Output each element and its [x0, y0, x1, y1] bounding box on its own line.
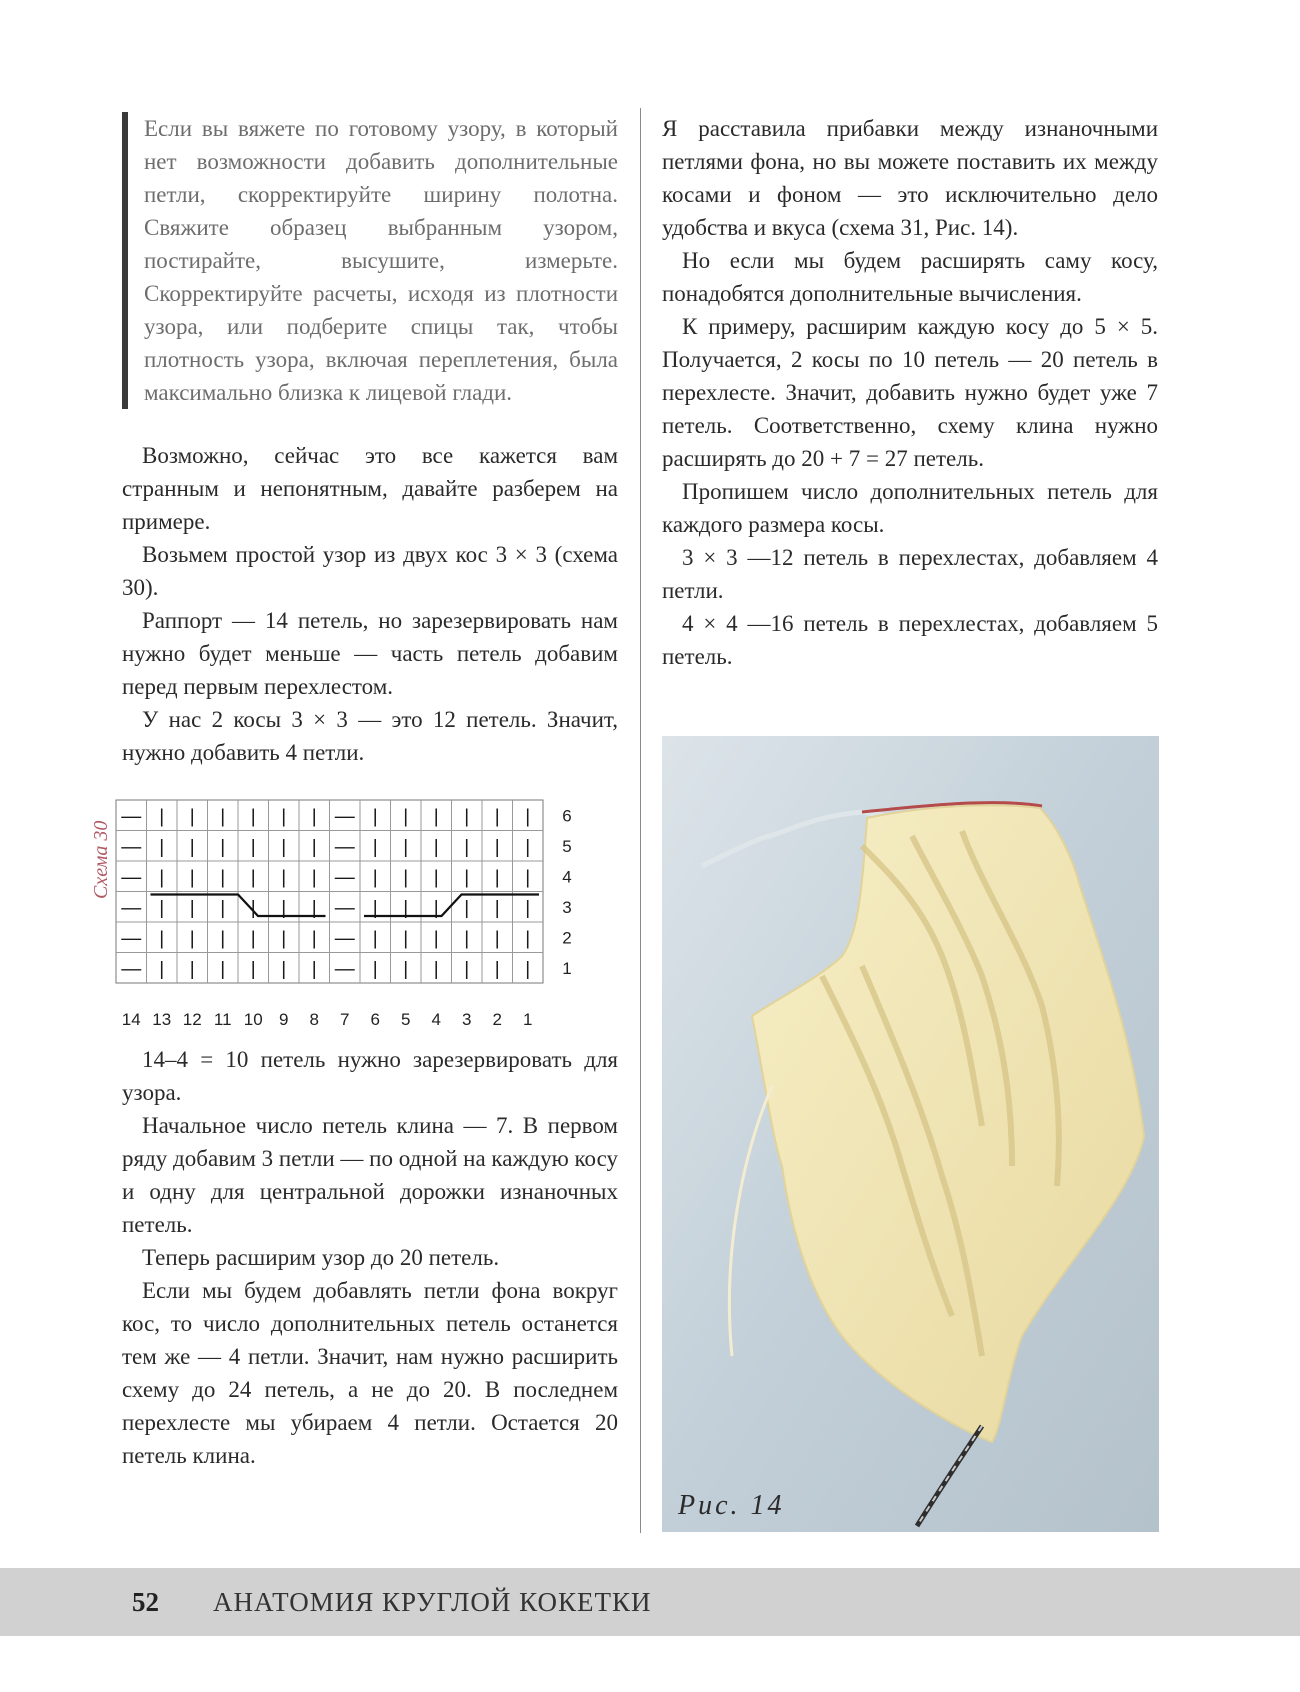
knitting-photo — [662, 736, 1159, 1532]
knit-symbol: | — [311, 836, 317, 858]
knit-symbol: | — [159, 806, 165, 828]
knit-symbol: | — [220, 897, 226, 919]
knit-symbol: | — [311, 806, 317, 828]
knit-symbol: | — [525, 928, 531, 950]
knit-symbol: | — [189, 897, 195, 919]
knit-symbol: | — [250, 836, 256, 858]
knit-symbol: | — [311, 928, 317, 950]
chart-caption: Схема 30 — [90, 820, 112, 900]
knit-symbol: | — [403, 836, 409, 858]
knit-symbol: | — [464, 867, 470, 889]
paragraph: У нас 2 косы 3 × 3 — это 12 петель. Значит, нужно добавить 4 петли. — [122, 707, 618, 765]
knit-symbol: | — [494, 928, 500, 950]
knit-symbol: | — [220, 806, 226, 828]
running-title: АНАТОМИЯ КРУГЛОЙ КОКЕТКИ — [213, 1586, 652, 1617]
column-number-label: 14 — [121, 1010, 141, 1029]
knit-symbol: | — [189, 806, 195, 828]
knit-symbol: | — [311, 897, 317, 919]
knit-symbol: | — [494, 897, 500, 919]
knit-symbol: | — [372, 867, 378, 889]
paragraph: Возьмем простой узор из двух кос 3 × 3 (схема 30). — [122, 542, 618, 600]
knit-symbol: | — [372, 958, 378, 980]
knit-symbol: | — [403, 867, 409, 889]
column-number-label: 3 — [462, 1010, 472, 1029]
knit-symbol: | — [525, 806, 531, 828]
purl-symbol: — — [334, 866, 355, 889]
knit-symbol: | — [159, 928, 165, 950]
page-number: 52 — [132, 1586, 159, 1617]
purl-symbol: — — [121, 927, 142, 950]
knit-symbol: | — [494, 958, 500, 980]
knit-symbol: | — [433, 958, 439, 980]
knit-symbol: | — [403, 897, 409, 919]
column-number-label: 5 — [401, 1010, 411, 1029]
left-bottom-text — [122, 1043, 618, 1472]
paragraph: Начальное число петель клина — 7. В первом ряду добавим 3 петли — по одной на каждую косу и одну для центральной дорожки изнаночных петель. — [122, 1113, 618, 1237]
knit-symbol: | — [372, 897, 378, 919]
knit-symbol: | — [525, 958, 531, 980]
paragraph: Я расставила прибавки между изнаночными петлями фона, но вы можете поставить их между косами и фоном — это исключительно дело удобства и вкуса (схема 31, Рис. 14). — [662, 116, 1158, 240]
knit-symbol: | — [281, 897, 287, 919]
column-number-label: 13 — [152, 1010, 172, 1029]
knitting-chart-svg — [88, 790, 648, 1050]
purl-symbol: — — [334, 805, 355, 828]
purl-symbol: — — [121, 957, 142, 980]
knit-symbol: | — [250, 897, 256, 919]
purl-symbol: — — [334, 957, 355, 980]
purl-symbol: — — [334, 896, 355, 919]
purl-symbol: — — [334, 927, 355, 950]
left-top-text — [122, 439, 618, 769]
page-footer — [0, 1568, 1300, 1636]
knit-symbol: | — [189, 836, 195, 858]
tip-note — [122, 112, 618, 409]
column-number-label: 12 — [182, 1010, 202, 1029]
knit-symbol: | — [281, 836, 287, 858]
knit-symbol: | — [464, 928, 470, 950]
right-column — [662, 112, 1158, 673]
purl-symbol: — — [121, 835, 142, 858]
tip-note-text: Если вы вяжете по готовому узору, в который нет возможности добавить дополнительные петли, скорректируйте ширину полотна. Свяжите образец выбранным узором, постирайте, высушите, измерьте. Скорректируйте расчеты, исходя из плотности узора, или подберите спицы так, чтобы плотность узора, включая переплетения, была максимально близка к лицевой глади. — [144, 116, 618, 405]
knit-symbol: | — [250, 958, 256, 980]
knitting-photo-illustration — [662, 736, 1159, 1532]
knit-symbol: | — [250, 928, 256, 950]
knit-symbol: | — [159, 958, 165, 980]
knit-symbol: | — [433, 836, 439, 858]
knitting-chart — [88, 790, 648, 1050]
knit-symbol: | — [311, 958, 317, 980]
photo-label: Рис. 14 — [678, 1490, 785, 1521]
knit-symbol: | — [464, 958, 470, 980]
paragraph: Раппорт — 14 петель, но зарезервировать нам нужно будет меньше — часть петель добавим перед первым перехлестом. — [122, 608, 618, 699]
row-number-label: 4 — [562, 867, 572, 887]
knit-symbol: | — [281, 928, 287, 950]
knit-symbol: | — [372, 806, 378, 828]
knit-symbol: | — [433, 806, 439, 828]
purl-symbol: — — [334, 835, 355, 858]
knit-symbol: | — [403, 806, 409, 828]
knit-symbol: | — [464, 897, 470, 919]
paragraph: 4 × 4 —16 петель в перехлестах, добавляем 5 петель. — [662, 611, 1158, 669]
row-number-label: 2 — [562, 928, 572, 948]
column-number-label: 4 — [431, 1010, 441, 1029]
knit-symbol: | — [159, 836, 165, 858]
knit-symbol: | — [433, 928, 439, 950]
knit-symbol: | — [281, 958, 287, 980]
knit-symbol: | — [189, 928, 195, 950]
knit-symbol: | — [220, 958, 226, 980]
knit-symbol: | — [250, 867, 256, 889]
knit-symbol: | — [159, 897, 165, 919]
knit-symbol: | — [189, 867, 195, 889]
column-number-label: 10 — [243, 1010, 263, 1029]
column-number-label: 7 — [340, 1010, 350, 1029]
column-number-label: 9 — [279, 1010, 289, 1029]
knit-symbol: | — [281, 867, 287, 889]
knit-symbol: | — [433, 897, 439, 919]
purl-symbol: — — [121, 896, 142, 919]
knit-symbol: | — [525, 836, 531, 858]
column-number-label: 11 — [213, 1010, 232, 1029]
knit-symbol: | — [159, 867, 165, 889]
knit-symbol: | — [403, 928, 409, 950]
knit-symbol: | — [220, 867, 226, 889]
column-number-label: 6 — [370, 1010, 380, 1029]
paragraph: 3 × 3 —12 петель в перехлестах, добавляем 4 петли. — [662, 545, 1158, 603]
paragraph: Возможно, сейчас это все кажется вам странным и непонятным, давайте разберем на примере. — [122, 443, 618, 534]
knit-symbol: | — [494, 836, 500, 858]
column-number-label: 1 — [523, 1010, 533, 1029]
knit-symbol: | — [372, 836, 378, 858]
row-number-label: 3 — [562, 897, 572, 917]
knit-symbol: | — [525, 897, 531, 919]
paragraph: К примеру, расширим каждую косу до 5 × 5. Получается, 2 косы по 10 петель — 20 петель в перехлесте. Значит, добавить нужно будет уже 7 петель. Соответственно, схему клина нужно расширять до 20 + 7 = 27 петель. — [662, 314, 1158, 471]
row-number-label: 5 — [562, 836, 572, 856]
knit-symbol: | — [525, 867, 531, 889]
row-number-label: 1 — [562, 958, 572, 978]
knit-symbol: | — [464, 806, 470, 828]
column-number-label: 2 — [492, 1010, 502, 1029]
purl-symbol: — — [121, 805, 142, 828]
knit-symbol: | — [220, 836, 226, 858]
column-number-label: 8 — [309, 1010, 319, 1029]
knit-symbol: | — [433, 867, 439, 889]
knit-symbol: | — [250, 806, 256, 828]
knit-symbol: | — [189, 958, 195, 980]
knit-symbol: | — [372, 928, 378, 950]
knit-symbol: | — [220, 928, 226, 950]
paragraph: 14–4 = 10 петель нужно зарезервировать для узора. — [122, 1047, 618, 1105]
paragraph: Если мы будем добавлять петли фона вокруг кос, то число дополнительных петель останется тем же — 4 петли. Значит, нам нужно расширить схему до 24 петель, а не до 20. В последнем перехлесте мы убираем 4 петли. Остается 20 петель клина. — [122, 1278, 618, 1468]
paragraph: Теперь расширим узор до 20 петель. — [142, 1245, 500, 1270]
knit-symbol: | — [494, 867, 500, 889]
purl-symbol: — — [121, 866, 142, 889]
row-number-label: 6 — [562, 806, 572, 826]
paragraph: Пропишем число дополнительных петель для каждого размера косы. — [662, 479, 1158, 537]
knit-symbol: | — [281, 806, 287, 828]
knit-symbol: | — [464, 836, 470, 858]
paragraph: Но если мы будем расширять саму косу, понадобятся дополнительные вычисления. — [662, 248, 1158, 306]
knit-symbol: | — [403, 958, 409, 980]
knit-symbol: | — [494, 806, 500, 828]
knit-symbol: | — [311, 867, 317, 889]
